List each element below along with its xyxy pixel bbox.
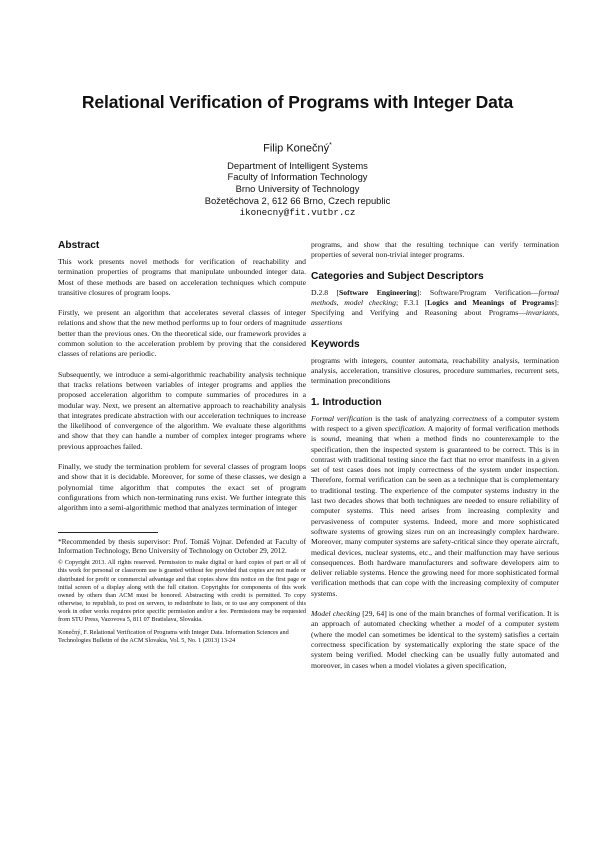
intro-text: . A majority of formal verification methods is <box>311 423 560 444</box>
intro-term: Formal verification <box>311 413 373 423</box>
author-name-text: Filip Konečný <box>263 142 330 155</box>
intro-text: of a computer system (where the model can sometimes be identical to the system) satisfies a certain correctness specification by systematically exploring the state space of the system being verified. Model checking can be usually fully automated and moreover, in cases when a model violates a given specification, <box>311 619 559 670</box>
categories-heading: Categories and Subject Descriptors <box>311 270 484 282</box>
affiliation-line: Department of Intelligent Systems <box>227 159 368 171</box>
paper-title: Relational Verification of Programs with Integer Data <box>81 92 514 112</box>
author-footnote-mark: * <box>329 142 332 149</box>
copyright-notice: © Copyright 2013. All rights reserved. Permission to make digital or hard copies of part or all of this work for personal or classroom use is granted without fee provided that copies are not made or distributed for profit or commercial advantage and that copies show this notice on the first page or initial screen of a display along with the full citation. Copyrights for components of this work owned by others than ACM must be honored. Abstracting with credit is permitted. To copy otherwise, to republish, to post on servers, to redistribute to lists, or to use any component of this work in other works requires prior specific permission and/or a fee. Permissions may be requested from STU Press, Vazovova 5, 811 07 Bratislava, Slovakia. <box>58 559 306 623</box>
category-terms: formal methods, model checking <box>311 287 559 307</box>
affiliation-line: Faculty of Information Technology <box>227 171 368 183</box>
category-terms: invariants, assertions <box>311 308 559 328</box>
introduction-heading: 1. Introduction <box>311 396 382 408</box>
category-rest: ]: Software/Program Verification— <box>416 287 539 297</box>
abstract-continuation: programs, and show that the resulting technique can verify termination properties of several non-trivial integer programs. <box>311 240 559 260</box>
intro-term: Model checking <box>311 609 361 619</box>
author-email: ikonecny@fit.vutbr.cz <box>239 206 356 218</box>
abstract-paragraph: Finally, we study the termination problem for several classes of program loops and show that it is decidable. Moreover, for some of these classes, we design a polynomial time algorithm that computes the exact set of program configurations from which non-terminating runs exist. We further integrate this algorithm into a semi-algorithmic method that analyzes termination of integer <box>58 462 306 513</box>
abstract-paragraph: Subsequently, we introduce a semi-algorithmic reachability analysis technique that tracks relations between variables of integer programs and applies the proposed acceleration algorithm to compute summaries of procedures in a modular way. Next, we present an alternative approach to reachability analysis that integrates predicate abstraction with our acceleration techniques to increase the likelihood of convergence of the algorithm. We evaluate these algorithms and show that they can handle a number of complex integer programs where previous approaches failed. <box>58 369 306 451</box>
category-separator: ; F.3.1 [ <box>395 297 428 307</box>
intro-text: is the task of analyzing <box>372 413 453 423</box>
category-code: D.2.8 [ <box>311 287 340 297</box>
author-name <box>0 139 595 156</box>
categories-text <box>311 288 559 329</box>
citation-notice: Konečný, F. Relational Verification of Programs with Integer Data. Information Sciences and Technologies Bulletin of the ACM Slovakia, Vol. 5, No. 1 (2013) 13-24 <box>58 629 289 645</box>
category-rest: ]: Specifying and Verifying and Reasoning about Programs— <box>311 297 559 318</box>
affiliation-line: Brno University of Technology <box>235 183 360 195</box>
intro-term: sound <box>321 434 340 444</box>
author-block <box>0 139 595 219</box>
right-column <box>311 240 559 671</box>
affiliation-line: Božetěchova 2, 612 66 Brno, Czech republic <box>204 195 391 207</box>
abstract-paragraph: This work presents novel methods for verification of reachability and termination properties of programs that manipulate unbounded integer data. Most of these methods are based on acceleration techniques which compute transitive closures of program loops. <box>58 257 306 297</box>
intro-term: model <box>465 619 485 629</box>
keywords-text: programs with integers, counter automata, reachability analysis, termination analysis, acceleration, transitive closures, procedure summaries, recurrent sets, termination preconditions <box>311 355 559 386</box>
intro-term: specification <box>384 423 424 433</box>
abstract-paragraph: Firstly, we present an algorithm that accelerates several classes of integer relations and show that the new method performs up to four orders of magnitude better than the previous ones. On the theoretical side, our framework provides a common solution to the acceleration problem by proving that the considered classes of relations are periodic. <box>58 308 306 359</box>
keywords-heading: Keywords <box>311 338 360 350</box>
introduction-paragraph <box>311 609 559 671</box>
category-name: Logics and Meanings of Programs <box>427 297 555 307</box>
abstract-heading: Abstract <box>58 240 100 251</box>
footnote-rule <box>58 532 158 533</box>
category-name: Software Engineering <box>339 287 417 297</box>
left-column <box>58 240 306 645</box>
intro-text: [29, 64] is one of the main branches of formal verification. It is an approach of automated checking whether a <box>311 609 559 629</box>
intro-text: of a computer system with respect to a given <box>311 413 559 433</box>
intro-text: , meaning that when a method finds no counterexample to the specification, then the inspected system is guaranteed to be correct. This is in contrast with traditional testing since the fact that no error manifests in a given set of test cases does not imply correctness of the system under inspection. Therefore, formal verification can be seen as a technique that is complementary to traditional testing. The experience of the computer systems industry in the last two decades shows that both techniques are needed to ensure reliability of computer systems. This need arises from increasing complexity and pervasiveness of computer systems. Indeed, more and more sophisticated software systems of growing sizes run on an increasingly complex hardware. Moreover, many computer systems are safety-critical since they operate aircraft, medical devices, nuclear systems, etc., and their malfunction may have serious consequences. Both hardware manufacturers and software developers aim to deliver reliable systems. Hence the growing need for more sophisticated formal verification methods that can cope with the increasing complexity of computer systems. <box>311 434 559 598</box>
introduction-paragraph <box>311 414 559 599</box>
intro-term: correctness <box>452 413 488 423</box>
footnote: *Recommended by thesis supervisor: Prof. Tomáš Vojnar. Defended at Faculty of Information Technology, Brno University of Technology on October 29, 2012. <box>58 536 306 555</box>
